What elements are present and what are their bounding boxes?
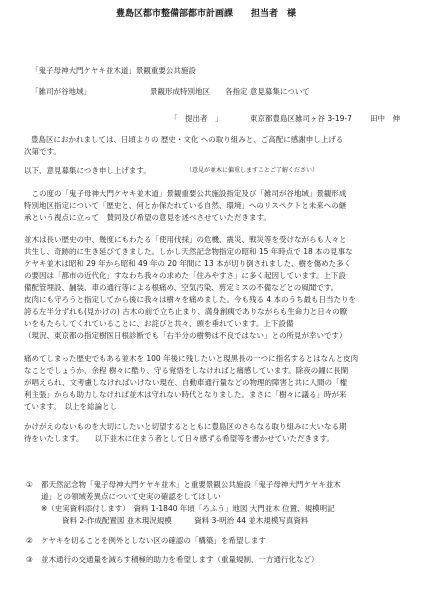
para4-line: 待をいたします。 以下並木に住まう者として日々感ずる希望等を書かせていただきます。 <box>24 434 335 443</box>
greeting-line-2: 次第です。 <box>24 147 61 156</box>
para1-line: この度の「鬼子母神大門ケヤキ並木道」景観重要公共施設指定及び「雑司が谷地域」景観形成 <box>24 189 347 198</box>
item-number: ① <box>26 480 33 489</box>
para3-line: 痛めてしまった歴史でもある並木を 100 年後に残したいと現黒長の一つに指名するとはなんと皮肉 <box>24 354 359 363</box>
para3-line: なことでしょうか、余程 樹々に酷り、守る覚悟をしなければと痛感しています。除夜の鐘に長閑 <box>24 366 349 375</box>
para3-line: 利主張」からも助力しなければ並木は守れない時代となりました。まさに「樹々に議る」時が来 <box>24 390 347 399</box>
para2-line: （現況、東京都の指定樹医日根診断でも「右半分の樹勢は不良ではない」との所見が幸いです） <box>24 331 347 340</box>
opinion-note: （意見が並木に偏重しますことご了解ください） <box>186 167 319 174</box>
item-line: 並木通行の交通量を減らす積極的助力を希望します（重量規制、一方通行化など） <box>41 555 319 564</box>
item-line: ケヤキを切ることを例外としない区の確認の「構築」を希望します <box>41 536 266 545</box>
para4-line: かけがえのないものを大切にしたいと切望するとともに豊島区のさらなる取り組みに大いなる期 <box>24 422 347 431</box>
para2-line: 誇る左半分ずれも(見かけの) 古木の前で立ち止まり、満身創痍でありながらも生命力と日々の瞭 <box>24 307 348 316</box>
para2-line: 共生し、奇跡的に生き延びてきました。しかし天然記念物指定の昭和 15 年時点で 18 本の見事な <box>24 247 353 256</box>
para2-line: 備配管埋設、舗装、車の通行等による根痛め、空気汚染、剪定ミスの不備などとの風聞です。 <box>24 283 339 292</box>
sender-address: 東京都豊島区雑司ヶ谷 3-19-7 <box>250 114 352 123</box>
subject-line-2-left: 「雑司が谷地域」 <box>31 87 91 96</box>
sender-name: 田中 伸 <box>370 114 400 123</box>
para2-line: いをもたらしてくれていることに、お詫びと共々、頭を垂れています。上下設備 <box>24 319 294 328</box>
opinion-intro: 以下、意見募集につき申し上げます。 <box>24 166 151 175</box>
para2-line: ケヤキ並木は昭和 29 年から昭和 49 年の 20 年間に 13 本が切り倒されました、樹を傷めた多く <box>24 259 352 268</box>
para3-line: ています。 以上を総論とし <box>24 402 118 411</box>
subject-line-2-right: 景観形成特別地区 各指定 意見募集について <box>150 87 310 96</box>
item-line: 道」との領域差異点について史実の確認をしてほしい <box>41 492 221 501</box>
para1-line: 承という視点に立って 賛同及び希望の意見を述べさせていただきます。 <box>24 213 271 222</box>
recipient-heading: 豊島区都市整備部都市計画課 担当者 様 <box>116 9 297 19</box>
para2-line: 並木は長い歴史の中、幾度にもわたる「使用伐採」の危機、震災、戦災等を受けながらも人々と <box>24 235 347 244</box>
sender-label: 「 提出者 」 <box>170 114 223 123</box>
item-number: ③ <box>26 555 33 564</box>
para2-line: の要因は「都市の近代化」すなわち我々の求めた「住みやすさ」に多く起因しています。上下設 <box>24 271 346 280</box>
para2-line: 皮肉にも守ろうと指定してから後に我々は樹々を痛めました。今も残る 4 本のうち最も日当たりを <box>24 295 357 304</box>
item-line: ※（史実資料添付します） 資料 1-1840 年頃「ろふう」地図 大門並木 位置、規模明記 <box>41 504 335 513</box>
para3-line: が唱えられ、文考慮しなければいけない現在、自動車通行量などの物理的障害と共に人間の「権 <box>24 378 347 387</box>
subject-line-1: 「鬼子母神大門ケヤキ並木道」景観重要公共施設 <box>31 66 196 75</box>
item-line: 都天然記念物「鬼子母神大門ケヤキ並木」と重要景観公共施設「鬼子母神大門ケヤキ並木 <box>41 480 341 489</box>
item-number: ② <box>26 536 33 545</box>
item-line: 資料 2-作成配置図 並木現況規模 資料 3-明治 44 並木規模写真資料 <box>62 516 309 525</box>
greeting-line-1: 豊島区におかれましては、日頃よりの 歴史・文化 への取り組みと、ご高配に感謝申し上げる <box>31 135 344 144</box>
para1-line: 特別地区指定について「歴史と、何とか保たれている自然、環境」へのリスペクトと未来への継 <box>24 201 347 210</box>
